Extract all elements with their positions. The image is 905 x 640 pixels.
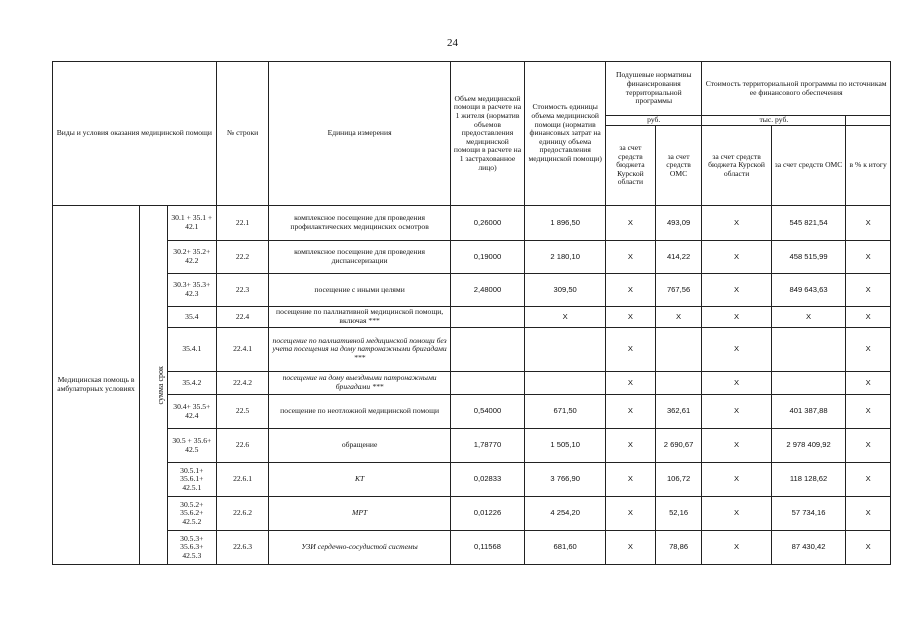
oms-rub-cell (655, 372, 702, 395)
header-volume: Объем медицинской помощи в расчете на 1 жителя (норматив объемов предоставления медицинской помощи в расчете на 1 застрахованное лицо) (450, 62, 525, 206)
volume-cell: 1,78770 (450, 429, 525, 463)
header-empty-cell (846, 116, 891, 126)
unit-cell: комплексное посещение для проведения диспансеризации (269, 241, 450, 274)
table-row (53, 372, 891, 395)
table-row (53, 328, 891, 372)
unit-cell: посещение по паллиативной медицинской помощи без учета посещения на дому патронажными бригадами *** (269, 328, 450, 372)
budget-rub-cell: Х (606, 274, 656, 307)
budget-rub-cell: Х (606, 497, 656, 531)
volume-cell: 0,26000 (450, 206, 525, 241)
budget-rub-cell: Х (606, 372, 656, 395)
budget-thousand-cell: Х (702, 372, 771, 395)
percent-cell: Х (846, 328, 891, 372)
table-header (53, 62, 891, 206)
budget-thousand-cell: Х (702, 206, 771, 241)
header-oms-thousand: за счет средств ОМС (771, 126, 846, 206)
oms-rub-cell: 52,16 (655, 497, 702, 531)
header-per-capita: Подушевые нормативы финансирования территориальной программы (606, 62, 702, 116)
table-body (53, 206, 891, 565)
oms-rub-cell: 362,61 (655, 395, 702, 429)
row-number-cell: 22.4.2 (216, 372, 269, 395)
table-row (53, 531, 891, 565)
code-cell: 30.5.3+ 35.6.3+ 42.5.3 (167, 531, 216, 565)
table-row (53, 395, 891, 429)
code-cell: 35.4.2 (167, 372, 216, 395)
oms-thousand-cell: 2 978 409,92 (771, 429, 846, 463)
percent-cell: Х (846, 395, 891, 429)
volume-cell: 2,48000 (450, 274, 525, 307)
unit-cell: посещение по неотложной медицинской помощи (269, 395, 450, 429)
budget-thousand-cell: Х (702, 395, 771, 429)
row-number-cell: 22.6.1 (216, 463, 269, 497)
vertical-label-cell (140, 206, 168, 565)
header-kinds: Виды и условия оказания медицинской помощи (53, 62, 217, 206)
table-row (53, 206, 891, 241)
header-unit: Единица измерения (269, 62, 450, 206)
unit-cost-cell: 4 254,20 (525, 497, 606, 531)
code-cell: 30.3+ 35.3+ 42.3 (167, 274, 216, 307)
budget-thousand-cell: Х (702, 531, 771, 565)
percent-cell: Х (846, 206, 891, 241)
oms-rub-cell: 2 690,67 (655, 429, 702, 463)
unit-cost-cell: 3 766,90 (525, 463, 606, 497)
header-percent: в % к итогу (846, 126, 891, 206)
row-number-cell: 22.4.1 (216, 328, 269, 372)
budget-rub-cell: Х (606, 463, 656, 497)
code-cell: 30.1 + 35.1 + 42.1 (167, 206, 216, 241)
oms-rub-cell: 78,86 (655, 531, 702, 565)
oms-thousand-cell: 545 821,54 (771, 206, 846, 241)
table-row (53, 497, 891, 531)
oms-thousand-cell (771, 328, 846, 372)
oms-rub-cell: 106,72 (655, 463, 702, 497)
unit-cost-cell: 671,50 (525, 395, 606, 429)
page-number: 24 (447, 37, 458, 49)
code-cell: 30.4+ 35.5+ 42.4 (167, 395, 216, 429)
care-type-label: Медицинская помощь в амбулаторных условиях (53, 206, 140, 565)
code-cell: 35.4 (167, 307, 216, 328)
header-budget-thousand: за счет средств бюджета Курской области (702, 126, 771, 206)
header-unit-thousand-rub: тыс. руб. (702, 116, 846, 126)
table-row (53, 429, 891, 463)
row-number-cell: 22.6 (216, 429, 269, 463)
percent-cell: Х (846, 372, 891, 395)
volume-cell: 0,02833 (450, 463, 525, 497)
row-number-cell: 22.1 (216, 206, 269, 241)
volume-cell (450, 307, 525, 328)
code-cell: 30.5.2+ 35.6.2+ 42.5.2 (167, 497, 216, 531)
unit-cell: комплексное посещение для проведения профилактических медицинских осмотров (269, 206, 450, 241)
table-row (53, 241, 891, 274)
unit-cell: УЗИ сердечно-сосудистой системы (269, 531, 450, 565)
row-number-cell: 22.5 (216, 395, 269, 429)
budget-thousand-cell: Х (702, 497, 771, 531)
percent-cell: Х (846, 463, 891, 497)
code-cell: 30.2+ 35.2+ 42.2 (167, 241, 216, 274)
oms-thousand-cell: 401 387,88 (771, 395, 846, 429)
unit-cell: КТ (269, 463, 450, 497)
row-number-cell: 22.3 (216, 274, 269, 307)
budget-rub-cell: Х (606, 531, 656, 565)
vertical-label: сумма срок (155, 365, 165, 405)
row-number-cell: 22.6.3 (216, 531, 269, 565)
volume-cell (450, 372, 525, 395)
budget-thousand-cell: Х (702, 463, 771, 497)
oms-thousand-cell: 57 734,16 (771, 497, 846, 531)
financing-table (52, 61, 891, 565)
table-row (53, 307, 891, 328)
unit-cost-cell (525, 328, 606, 372)
row-number-cell: 22.4 (216, 307, 269, 328)
oms-rub-cell: 493,09 (655, 206, 702, 241)
unit-cost-cell: 1 505,10 (525, 429, 606, 463)
unit-cost-cell: 1 896,50 (525, 206, 606, 241)
budget-rub-cell: Х (606, 241, 656, 274)
budget-rub-cell: Х (606, 395, 656, 429)
oms-rub-cell (655, 328, 702, 372)
percent-cell: Х (846, 307, 891, 328)
header-unit-rub: руб. (606, 116, 702, 126)
budget-thousand-cell: Х (702, 328, 771, 372)
percent-cell: Х (846, 429, 891, 463)
oms-rub-cell: 414,22 (655, 241, 702, 274)
table-row (53, 274, 891, 307)
unit-cell: обращение (269, 429, 450, 463)
oms-rub-cell: 767,56 (655, 274, 702, 307)
oms-thousand-cell (771, 372, 846, 395)
header-budget-rub: за счет средств бюджета Курской области (606, 126, 656, 206)
header-program-cost: Стоимость территориальной программы по источникам ее финансового обеспечения (702, 62, 891, 116)
code-cell: 30.5.1+ 35.6.1+ 42.5.1 (167, 463, 216, 497)
unit-cost-cell: Х (525, 307, 606, 328)
budget-rub-cell: Х (606, 206, 656, 241)
unit-cell: МРТ (269, 497, 450, 531)
percent-cell: Х (846, 531, 891, 565)
volume-cell: 0,01226 (450, 497, 525, 531)
percent-cell: Х (846, 497, 891, 531)
budget-thousand-cell: Х (702, 307, 771, 328)
code-cell: 30.5 + 35.6+ 42.5 (167, 429, 216, 463)
unit-cost-cell: 681,60 (525, 531, 606, 565)
budget-thousand-cell: Х (702, 429, 771, 463)
volume-cell: 0,19000 (450, 241, 525, 274)
oms-thousand-cell: 87 430,42 (771, 531, 846, 565)
unit-cell: посещение с иными целями (269, 274, 450, 307)
oms-thousand-cell: 849 643,63 (771, 274, 846, 307)
budget-thousand-cell: Х (702, 274, 771, 307)
oms-thousand-cell: Х (771, 307, 846, 328)
table-row (53, 463, 891, 497)
budget-thousand-cell: Х (702, 241, 771, 274)
oms-thousand-cell: 118 128,62 (771, 463, 846, 497)
budget-rub-cell: Х (606, 328, 656, 372)
budget-rub-cell: Х (606, 307, 656, 328)
oms-rub-cell: Х (655, 307, 702, 328)
header-oms-rub: за счет средств ОМС (655, 126, 702, 206)
percent-cell: Х (846, 274, 891, 307)
volume-cell (450, 328, 525, 372)
header-row-number: № строки (216, 62, 269, 206)
row-number-cell: 22.6.2 (216, 497, 269, 531)
unit-cell: посещение на дому выездными патронажными бригадами *** (269, 372, 450, 395)
percent-cell: Х (846, 241, 891, 274)
oms-thousand-cell: 458 515,99 (771, 241, 846, 274)
volume-cell: 0,11568 (450, 531, 525, 565)
code-cell: 35.4.1 (167, 328, 216, 372)
budget-rub-cell: Х (606, 429, 656, 463)
unit-cost-cell: 309,50 (525, 274, 606, 307)
unit-cell: посещение по паллиативной медицинской помощи, включая *** (269, 307, 450, 328)
unit-cost-cell (525, 372, 606, 395)
volume-cell: 0,54000 (450, 395, 525, 429)
header-unit-cost: Стоимость единицы объема медицинской помощи (норматив финансовых затрат на единицу объема предоставления медицинской помощи) (525, 62, 606, 206)
row-number-cell: 22.2 (216, 241, 269, 274)
unit-cost-cell: 2 180,10 (525, 241, 606, 274)
